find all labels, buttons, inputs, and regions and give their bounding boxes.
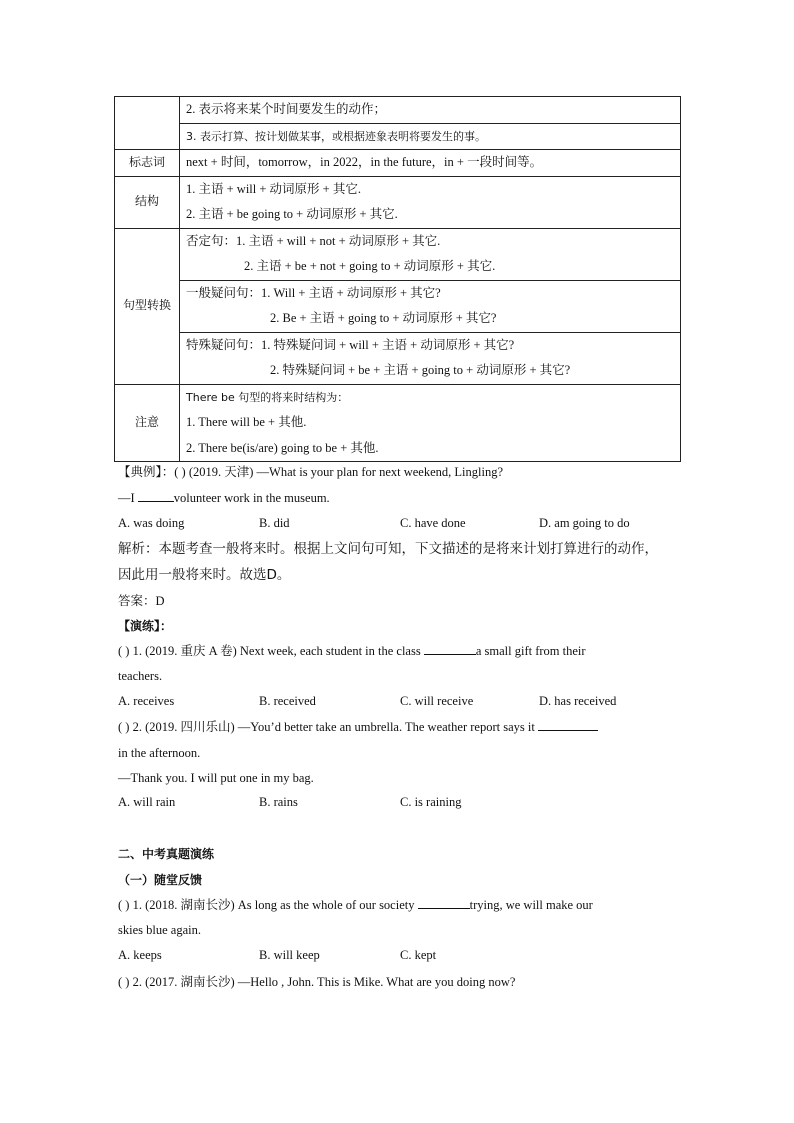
table-row: [115, 150, 681, 177]
example-options: [118, 516, 678, 532]
table-row: [115, 97, 681, 124]
table-row: [115, 384, 681, 462]
note-line: 1. There will be + 其他.: [186, 415, 307, 429]
table-row: [115, 123, 681, 150]
practice-q2-line-2: in the afternoon.: [118, 746, 201, 760]
negative-cell: [180, 228, 681, 280]
note-line: There be 句型的将来时结构为：: [186, 390, 349, 404]
practice-q1-options: [118, 694, 678, 710]
section-heading: 二、中考真题演练: [118, 847, 215, 861]
practice-q2-pre: ( ) 2. (2019. 四川乐山) —You’d better take an umbrella. The weather report says it: [118, 720, 538, 734]
practice-heading: 【演练】：: [118, 619, 173, 633]
option-a: A. was doing: [118, 516, 185, 530]
option-a: A. keeps: [118, 948, 162, 962]
option-d: D. am going to do: [539, 516, 630, 530]
usage-label-cell: [115, 97, 180, 150]
option-b: B. will keep: [259, 948, 320, 962]
special-question-cell: [180, 332, 681, 384]
usage-line: 2. 表示将来某个时间要发生的动作；: [186, 102, 387, 116]
answer-blank[interactable]: [138, 490, 174, 502]
future-tense-table: [114, 96, 681, 462]
option-b: B. received: [259, 694, 316, 708]
section2-q2-line-1: ( ) 2. (2017. 湖南长沙) —Hello , John. This is Mike. What are you doing now?: [118, 975, 516, 989]
usage-cell: [180, 123, 681, 150]
negative-line: 2. 主语 + be + not + going to + 动词原形 + 其它.: [244, 259, 496, 273]
option-b: B. rains: [259, 795, 298, 809]
option-b: B. did: [259, 516, 290, 530]
example-line-2-pre: —I: [118, 491, 138, 505]
transform-label: 句型转换: [115, 228, 180, 384]
section2-q1-line-1: [118, 897, 593, 913]
signal-words-text: next + 时间，tomorrow，in 2022，in the future，in + 一段时间等。: [186, 155, 543, 169]
practice-q2-options: [118, 795, 678, 811]
table-row: [115, 176, 681, 228]
practice-q2-line-3: —Thank you. I will put one in my bag.: [118, 771, 314, 785]
section2-q1-post: trying, we will make our: [469, 898, 593, 912]
example-line-2: [118, 490, 330, 506]
table-row: [115, 280, 681, 332]
structure-line: 1. 主语 + will + 动词原形 + 其它.: [186, 181, 361, 196]
note-line: 2. There be(is/are) going to be + 其他.: [186, 440, 379, 455]
option-c: C. will receive: [400, 694, 474, 708]
answer-blank[interactable]: [424, 643, 476, 655]
special-question-line: 特殊疑问句：1. 特殊疑问词 + will + 主语 + 动词原形 + 其它?: [186, 337, 515, 352]
answer-blank[interactable]: [418, 897, 470, 909]
section2-q1-options: [118, 948, 678, 964]
practice-q1-line-2: teachers.: [118, 669, 163, 683]
usage-line: 3. 表示打算、按计划做某事，或根据迹象表明将要发生的事。: [186, 129, 486, 143]
example-question: 【典例】：( ) (2019. 天津) —What is your plan for next weekend, Lingling?: [118, 465, 503, 479]
option-c: C. have done: [400, 516, 466, 530]
signal-words-label: 标志词: [115, 150, 180, 177]
note-cell: [180, 384, 681, 462]
analysis-line-1: 解析：本题考查一般将来时。根据上文问句可知，下文描述的是将来计划打算进行的动作，: [118, 541, 658, 557]
option-c: C. kept: [400, 948, 437, 962]
structure-line: 2. 主语 + be going to + 动词原形 + 其它.: [186, 207, 398, 221]
analysis-line-2: 因此用一般将来时。故选D。: [118, 567, 291, 583]
general-question-line: 2. Be + 主语 + going to + 动词原形 + 其它?: [270, 311, 497, 325]
example-line-2-post: volunteer work in the museum.: [173, 491, 330, 505]
section2-q1-pre: ( ) 1. (2018. 湖南长沙) As long as the whole of our society: [118, 898, 418, 912]
usage-cell: [180, 97, 681, 124]
option-a: A. will rain: [118, 795, 176, 809]
practice-q1-line-1: [118, 643, 586, 659]
table-row: [115, 332, 681, 384]
signal-words-cell: [180, 150, 681, 177]
section2-q1-line-2: skies blue again.: [118, 923, 201, 937]
option-c: C. is raining: [400, 795, 462, 809]
note-label: 注意: [115, 384, 180, 462]
practice-q1-pre: ( ) 1. (2019. 重庆 A 卷) Next week, each student in the class: [118, 644, 424, 658]
option-a: A. receives: [118, 694, 175, 708]
structure-cell: [180, 176, 681, 228]
section-subheading: （一）随堂反馈: [118, 873, 203, 887]
special-question-line: 2. 特殊疑问词 + be + 主语 + going to + 动词原形 + 其它?: [270, 363, 571, 377]
structure-label: 结构: [115, 176, 180, 228]
table-row: [115, 228, 681, 280]
negative-line: 否定句：1. 主语 + will + not + 动词原形 + 其它.: [186, 233, 441, 248]
answer-text: 答案：D: [118, 594, 165, 608]
answer-blank[interactable]: [538, 719, 598, 731]
general-question-cell: [180, 280, 681, 332]
general-question-line: 一般疑问句：1. Will + 主语 + 动词原形 + 其它?: [186, 285, 441, 300]
practice-q1-post: a small gift from their: [475, 644, 586, 658]
practice-q2-line-1: [118, 719, 598, 735]
option-d: D. has received: [539, 694, 617, 708]
